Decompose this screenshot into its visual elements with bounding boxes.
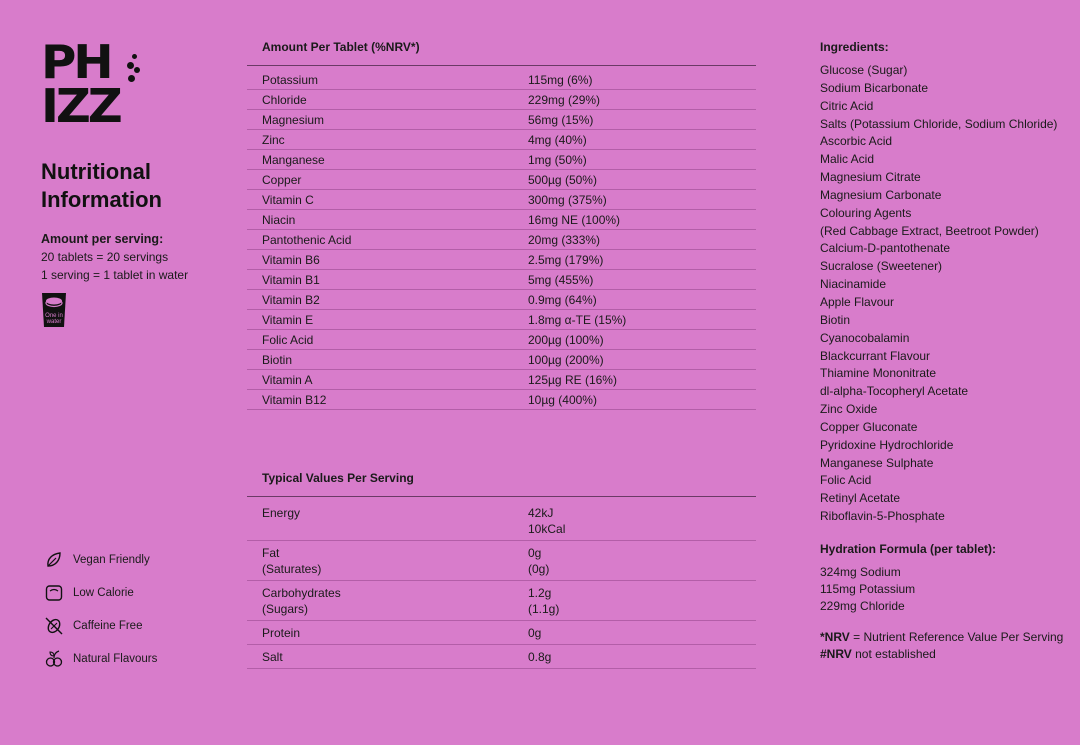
nutrient-value: 1.8mg α-TE (15%) — [528, 313, 627, 327]
table-row — [247, 501, 756, 541]
table-row — [247, 150, 756, 170]
svg-text:One in: One in — [45, 313, 63, 319]
nutrient-name: Vitamin B6 — [262, 253, 320, 267]
ingredient-item: Biotin — [820, 312, 851, 327]
hydration-item: 115mg Potassium — [820, 581, 916, 596]
nutrient-value: 200µg (100%) — [528, 333, 604, 347]
table-row — [247, 110, 756, 130]
svg-text:water: water — [46, 319, 62, 325]
ingredient-item: Sucralose (Sweetener) — [820, 259, 943, 274]
nutrient-subvalue: (1.1g) — [528, 602, 560, 616]
serving-line-2: 1 serving = 1 tablet in water — [41, 268, 189, 282]
table-row — [247, 310, 756, 330]
nutrient-value: 300mg (375%) — [528, 193, 607, 207]
nutrient-subname: (Saturates) — [262, 562, 322, 576]
ingredient-item: Malic Acid — [820, 152, 875, 167]
ingredient-item: Zinc Oxide — [820, 402, 878, 417]
no-coffee-bean-icon — [44, 616, 64, 636]
nutrient-subvalue: 10kCal — [528, 522, 566, 536]
table-row — [247, 370, 756, 390]
ingredient-item: Glucose (Sugar) — [820, 63, 908, 77]
right-column — [820, 40, 1070, 663]
nutrient-name-cell — [262, 585, 528, 617]
ingredient-item: Magnesium Citrate — [820, 170, 921, 185]
ingredient-item: Salts (Potassium Chloride, Sodium Chloride) — [820, 116, 1058, 131]
ingredient-item: Retinyl Acetate — [820, 491, 901, 506]
ingredient-item: Thiamine Mononitrate — [820, 366, 937, 381]
nutrient-name: Manganese — [262, 153, 325, 167]
table-row — [247, 170, 756, 190]
ingredient-item: Blackcurrant Flavour — [820, 348, 931, 363]
feature-vegan — [44, 543, 234, 576]
nutrient-name: Pantothenic Acid — [262, 233, 352, 247]
typical-values-table — [247, 471, 756, 669]
nutrient-name: Fat — [262, 546, 280, 560]
ingredient-item: Apple Flavour — [820, 294, 895, 309]
table-row — [247, 330, 756, 350]
nutrient-value: 4mg (40%) — [528, 133, 587, 147]
nutrient-value: 10µg (400%) — [528, 393, 597, 407]
table-row — [247, 210, 756, 230]
feature-caffeine-free — [44, 609, 234, 642]
nutrient-name-cell — [262, 625, 528, 641]
nutrient-value: 115mg (6%) — [528, 73, 593, 87]
table-row — [247, 541, 756, 581]
nutrient-value: 20mg (333%) — [528, 233, 601, 247]
serving-info — [41, 230, 231, 284]
nutrient-value-cell — [528, 585, 756, 617]
nutrient-name: Folic Acid — [262, 333, 314, 347]
page-title: Nutritional Information — [41, 159, 162, 212]
per-tablet-rows — [247, 70, 756, 410]
fruit-icon — [44, 649, 64, 669]
nutrient-name: Vitamin B12 — [262, 393, 327, 407]
nrv-note: *NRV = Nutrient Reference Value Per Serving — [820, 629, 1064, 644]
ingredient-item: Copper Gluconate — [820, 419, 918, 434]
nutrient-name: Vitamin C — [262, 193, 314, 207]
nutrient-name: Copper — [262, 173, 302, 187]
table-row — [247, 390, 756, 410]
fizz-dots-icon — [127, 54, 141, 84]
per-tablet-table — [247, 40, 756, 410]
table-row — [247, 645, 756, 669]
hydration-item: 324mg Sodium — [820, 564, 901, 579]
hash-nrv-note: #NRV not established — [820, 646, 936, 661]
feature-label: Vegan Friendly — [73, 553, 150, 566]
feature-list — [44, 543, 234, 675]
nutrient-value-cell — [528, 625, 756, 641]
ingredients-list — [820, 62, 1070, 526]
nutrient-value: 56mg (15%) — [528, 113, 594, 127]
nutrient-name: Vitamin E — [262, 313, 314, 327]
scale-icon — [44, 583, 64, 603]
nutrient-value: 229mg (29%) — [528, 93, 601, 107]
nutrient-value: 2.5mg (179%) — [528, 253, 604, 267]
nutrient-value-cell — [528, 545, 756, 577]
nutrient-name-cell — [262, 649, 528, 665]
ingredient-item: Calcium-D-pantothenate — [820, 241, 951, 256]
nutrient-name: Biotin — [262, 353, 293, 367]
leaf-icon — [44, 550, 64, 570]
ingredient-item: Sodium Bicarbonate — [820, 80, 929, 95]
feature-label: Natural Flavours — [73, 652, 158, 665]
ingredient-item: Niacinamide — [820, 277, 887, 292]
ingredients-title: Ingredients: — [820, 40, 889, 54]
table-row — [247, 270, 756, 290]
ingredient-item: Citric Acid — [820, 98, 874, 113]
table-row — [247, 190, 756, 210]
ingredient-item: Riboflavin-5-Phosphate — [820, 509, 945, 524]
nutrient-name: Energy — [262, 506, 301, 520]
ingredient-item: Pyridoxine Hydrochloride — [820, 437, 954, 452]
nutrient-name: Vitamin B2 — [262, 293, 320, 307]
nutrient-name: Magnesium — [262, 113, 325, 127]
nutrient-subname: (Sugars) — [262, 602, 309, 616]
nutrient-name-cell — [262, 545, 528, 577]
nutrient-name: Protein — [262, 626, 301, 640]
feature-label: Low Calorie — [73, 586, 134, 599]
per-tablet-title: Amount Per Tablet (%NRV*) — [247, 40, 756, 66]
hydration-list — [820, 564, 1070, 615]
nutrient-value: 1mg (50%) — [528, 153, 587, 167]
logo-line-2: IZZ — [41, 79, 120, 133]
glass-of-water-icon — [41, 292, 67, 328]
nutrient-name: Vitamin A — [262, 373, 313, 387]
left-column — [41, 35, 231, 333]
nutrient-name: Potassium — [262, 73, 319, 87]
typical-values-title: Typical Values Per Serving — [247, 471, 756, 497]
nutrient-name: Vitamin B1 — [262, 273, 320, 287]
footnotes — [820, 629, 1070, 663]
table-row — [247, 350, 756, 370]
logo-line-1: PH — [41, 35, 111, 89]
nutrient-name: Chloride — [262, 93, 307, 107]
nutrient-value-cell — [528, 649, 756, 665]
nutrient-value: 100µg (200%) — [528, 353, 604, 367]
nutrient-value: 125µg RE (16%) — [528, 373, 617, 387]
table-row — [247, 290, 756, 310]
serving-heading: Amount per serving: — [41, 232, 164, 246]
nutrient-name: Salt — [262, 650, 283, 664]
table-row — [247, 250, 756, 270]
nutrient-value: 0g — [528, 626, 542, 640]
feature-label: Caffeine Free — [73, 619, 143, 632]
hydration-title: Hydration Formula (per tablet): — [820, 541, 997, 556]
ingredient-item: Magnesium Carbonate — [820, 187, 942, 202]
nutrient-name: Carbohydrates — [262, 586, 341, 600]
nutrient-value: 16mg NE (100%) — [528, 213, 621, 227]
nutrient-value: 500µg (50%) — [528, 173, 597, 187]
nutrient-value: 0g — [528, 546, 542, 560]
nutrient-value: 1.2g — [528, 586, 552, 600]
feature-natural-flavours — [44, 642, 234, 675]
hydration-item: 229mg Chloride — [820, 598, 905, 613]
nutrient-value: 0.9mg (64%) — [528, 293, 597, 307]
nutrient-value: 0.8g — [528, 650, 552, 664]
nutrient-name: Zinc — [262, 133, 285, 147]
ingredient-item: Colouring Agents — [820, 205, 912, 220]
typical-values-rows — [247, 501, 756, 669]
table-row — [247, 70, 756, 90]
feature-low-calorie — [44, 576, 234, 609]
nutrient-value: 5mg (455%) — [528, 273, 594, 287]
nutrient-name-cell — [262, 505, 528, 537]
ingredient-item: Folic Acid — [820, 473, 872, 488]
table-row — [247, 621, 756, 645]
ingredient-item: Ascorbic Acid — [820, 134, 893, 149]
table-row — [247, 230, 756, 250]
table-row — [247, 130, 756, 150]
ingredient-item: Manganese Sulphate — [820, 455, 934, 470]
ingredient-item: dl-alpha-Tocopheryl Acetate — [820, 384, 969, 399]
nutrient-name: Niacin — [262, 213, 296, 227]
brand-logo — [41, 35, 141, 134]
nutrient-subvalue: (0g) — [528, 562, 550, 576]
hydration-formula — [820, 542, 1070, 615]
ingredient-item: (Red Cabbage Extract, Beetroot Powder) — [820, 223, 1039, 238]
serving-line-1: 20 tablets = 20 servings — [41, 250, 169, 264]
table-row — [247, 581, 756, 621]
table-row — [247, 90, 756, 110]
nutrient-value: 42kJ — [528, 506, 554, 520]
nutrient-value-cell — [528, 505, 756, 537]
ingredient-item: Cyanocobalamin — [820, 330, 910, 345]
